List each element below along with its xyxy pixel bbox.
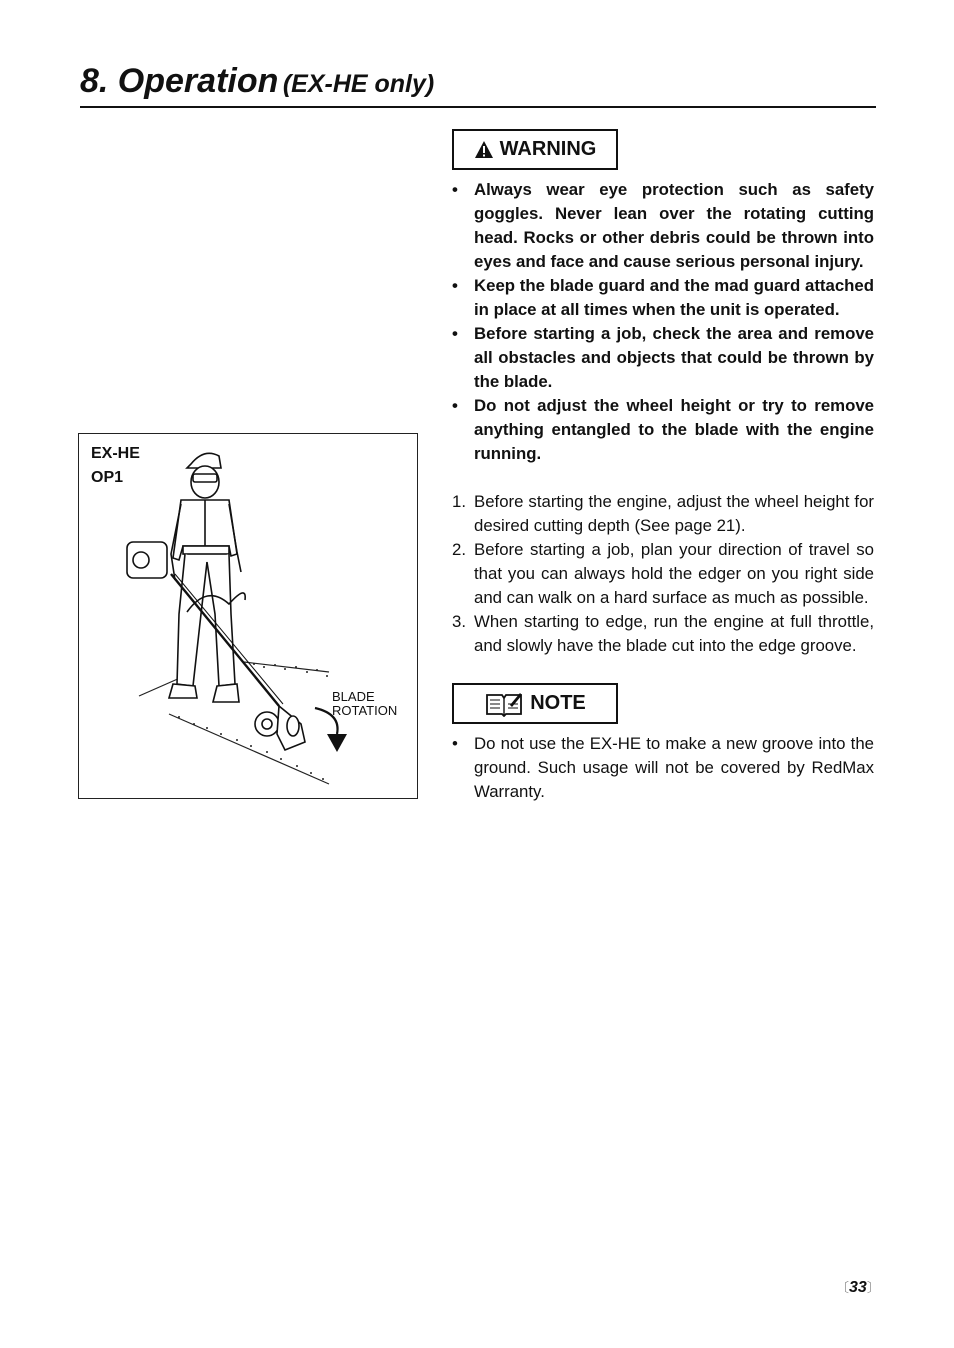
step-number: 1. <box>452 492 466 511</box>
page-bracket-open: 〔 <box>836 1280 850 1295</box>
note-item: • Do not use the EX-HE to make a new groove into the ground. Such usage will not be covered by RedMax Warranty. <box>452 732 874 804</box>
page-title <box>80 62 876 108</box>
warning-item: • Always wear eye protection such as safety goggles. Never lean over the rotating cutting head. Rocks or other debris could be thrown into eyes and face and cause serious personal injury. <box>452 178 874 274</box>
section-title: 8. Operation <box>80 62 279 100</box>
step-number: 2. <box>452 540 466 559</box>
note-label: NOTE <box>530 692 586 714</box>
step-text: Before starting the engine, adjust the wheel height for desired cutting depth (See page 21). <box>474 492 874 535</box>
page-number <box>836 1277 880 1297</box>
step-text: Before starting a job, plan your direction of travel so that you can always hold the edger on you right side and can walk on a hard surface as much as possible. <box>474 540 874 607</box>
figure-label-code: OP1 <box>91 469 124 486</box>
step-number: 3. <box>452 612 466 631</box>
warning-item: • Before starting a job, check the area and remove all obstacles and objects that could be thrown by the blade. <box>452 322 874 394</box>
warning-item: • Do not adjust the wheel height or try to remove anything entangled to the blade with the engine running. <box>452 394 874 466</box>
step-item <box>452 610 874 658</box>
figure-label-model: EX-HE <box>91 445 140 462</box>
blade-label-line1: BLADE <box>332 689 375 704</box>
step-item <box>452 538 874 610</box>
warning-label: WARNING <box>499 138 597 160</box>
warning-triangle-icon <box>474 140 494 159</box>
note-heading <box>452 683 618 724</box>
steps-list <box>452 490 874 658</box>
blade-rotation-label <box>332 690 397 718</box>
blade-label-line2: ROTATION <box>332 703 398 718</box>
note-list <box>452 732 874 804</box>
section-subtitle: (EX-HE only) <box>282 70 435 98</box>
operation-figure <box>78 433 418 799</box>
page-number-value: 33 <box>849 1279 867 1296</box>
note-book-icon <box>484 691 524 717</box>
warning-item: • Keep the blade guard and the mad guard attached in place at all times when the unit is operated. <box>452 274 874 322</box>
operator-edger-illustration <box>79 434 419 800</box>
step-item <box>452 490 874 538</box>
warning-list <box>452 178 874 466</box>
page-bracket-close: 〕 <box>866 1280 880 1295</box>
warning-heading <box>452 129 618 170</box>
step-text: When starting to edge, run the engine at full throttle, and slowly have the blade cut into the edge groove. <box>474 612 874 655</box>
instructions-column <box>452 129 874 804</box>
